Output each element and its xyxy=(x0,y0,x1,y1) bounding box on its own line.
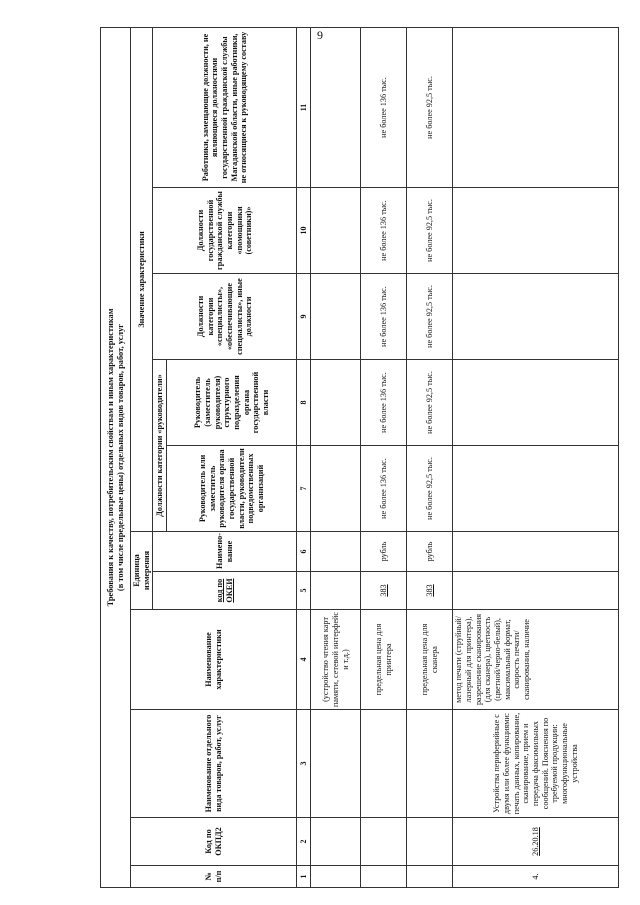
header-col8: Руководитель (заместитель руководителя) структурного подразделения органа государственной власти xyxy=(167,360,297,446)
title-line-1: Требования к качеству, потребительским свойствам и иным характеристикам xyxy=(105,308,115,607)
col-number: 9 xyxy=(297,274,311,360)
header-num: № п/п xyxy=(131,866,297,888)
cell-char: метод печати (струйный/лазерный для принтера), разрешение сканирования (для сканера), цветность (цветной/черно-белый), максимальный формат, скорость печати/сканирования, наличие xyxy=(453,610,619,710)
cell-value: не более 136 тыс. xyxy=(361,188,407,274)
cell-value: не более 92,5 тыс. xyxy=(407,360,453,446)
col-number: 2 xyxy=(297,818,311,866)
col-number: 8 xyxy=(297,360,311,446)
title-line-2: (в том числе предельные цены) отдельных видов товаров, работ, услуг xyxy=(115,323,125,592)
header-col10: Должности государственной гражданской службы категории «помощники (советники)» xyxy=(153,188,297,274)
col-number: 6 xyxy=(297,532,311,572)
table-row xyxy=(453,27,619,887)
cell-okei xyxy=(361,572,407,610)
cell-value: не более 92,5 тыс. xyxy=(407,27,453,187)
table-title xyxy=(101,27,131,887)
header-char-name: Наименование характеристики xyxy=(131,610,297,710)
cell-char: предельная цена для принтера xyxy=(361,610,407,710)
cell-value: не более 92,5 тыс. xyxy=(407,188,453,274)
header-okei xyxy=(153,572,297,610)
col-number: 3 xyxy=(297,710,311,818)
cell-char: (устройство чтения карт памяти, сетевой интерфейс и т.д.) xyxy=(311,610,361,710)
header-unit-name: Наимено-вание xyxy=(153,532,297,572)
cell-value: не более 136 тыс. xyxy=(361,446,407,532)
cell-unit: рубль xyxy=(361,532,407,572)
col-number: 1 xyxy=(297,866,311,888)
cell-num: 4. xyxy=(453,866,619,888)
cell-value: не более 92,5 тыс. xyxy=(407,274,453,360)
page-number: 9 xyxy=(317,28,323,42)
col-number: 10 xyxy=(297,188,311,274)
cell-okpd-text: 26.20.18 xyxy=(531,827,540,856)
column-number-row xyxy=(297,27,311,887)
cell-okei-text: 383 xyxy=(425,584,434,597)
cell-okei xyxy=(407,572,453,610)
header-okpd: Код по ОКПД2 xyxy=(131,818,297,866)
header-col9: Должности категории «специалисты», «обеспечивающие специалисты», иные должности xyxy=(153,274,297,360)
header-col7: Руководитель или заместитель руководителя органа государственной власти, руководители подведомственных организаций xyxy=(167,446,297,532)
header-col11: Работники, замещающие должности, не являющиеся должностями государственной гражданской службы Магаданской области, иные работники, не относящиеся к руководящему составу xyxy=(153,27,297,187)
cell-value: не более 136 тыс. xyxy=(361,274,407,360)
header-name-kind: Наименование отдельного вида товаров, работ, услуг xyxy=(131,710,297,818)
cell-char: предельная цена для сканера xyxy=(407,610,453,710)
cell-value: не более 136 тыс. xyxy=(361,27,407,187)
cell-okpd xyxy=(453,818,619,866)
col-number: 11 xyxy=(297,27,311,187)
requirements-table xyxy=(100,27,619,888)
header-okei-text: код по ОКЕИ xyxy=(215,578,234,603)
rotated-table-wrapper xyxy=(100,28,610,888)
table-row xyxy=(361,27,407,887)
header-values-group: Значение характеристики xyxy=(131,27,153,531)
header-leaders-group: Должности категории «руководители» xyxy=(153,360,167,532)
table-row xyxy=(407,27,453,887)
cell-okei-text: 383 xyxy=(379,584,388,597)
cell-unit: рубль xyxy=(407,532,453,572)
cell-value: не более 92,5 тыс. xyxy=(407,446,453,532)
cell-name: Устройства периферийные с двумя или более функциями: печать данных, копирование, сканирование, прием и передача факсимильных сообщений. Пояснения по требуемой продукции: многофункциональные устройства xyxy=(453,710,619,818)
cell-value: не более 136 тыс. xyxy=(361,360,407,446)
col-number: 5 xyxy=(297,572,311,610)
header-unit-group: Единица измерения xyxy=(131,532,153,610)
table-row xyxy=(311,27,361,887)
col-number: 4 xyxy=(297,610,311,710)
col-number: 7 xyxy=(297,446,311,532)
